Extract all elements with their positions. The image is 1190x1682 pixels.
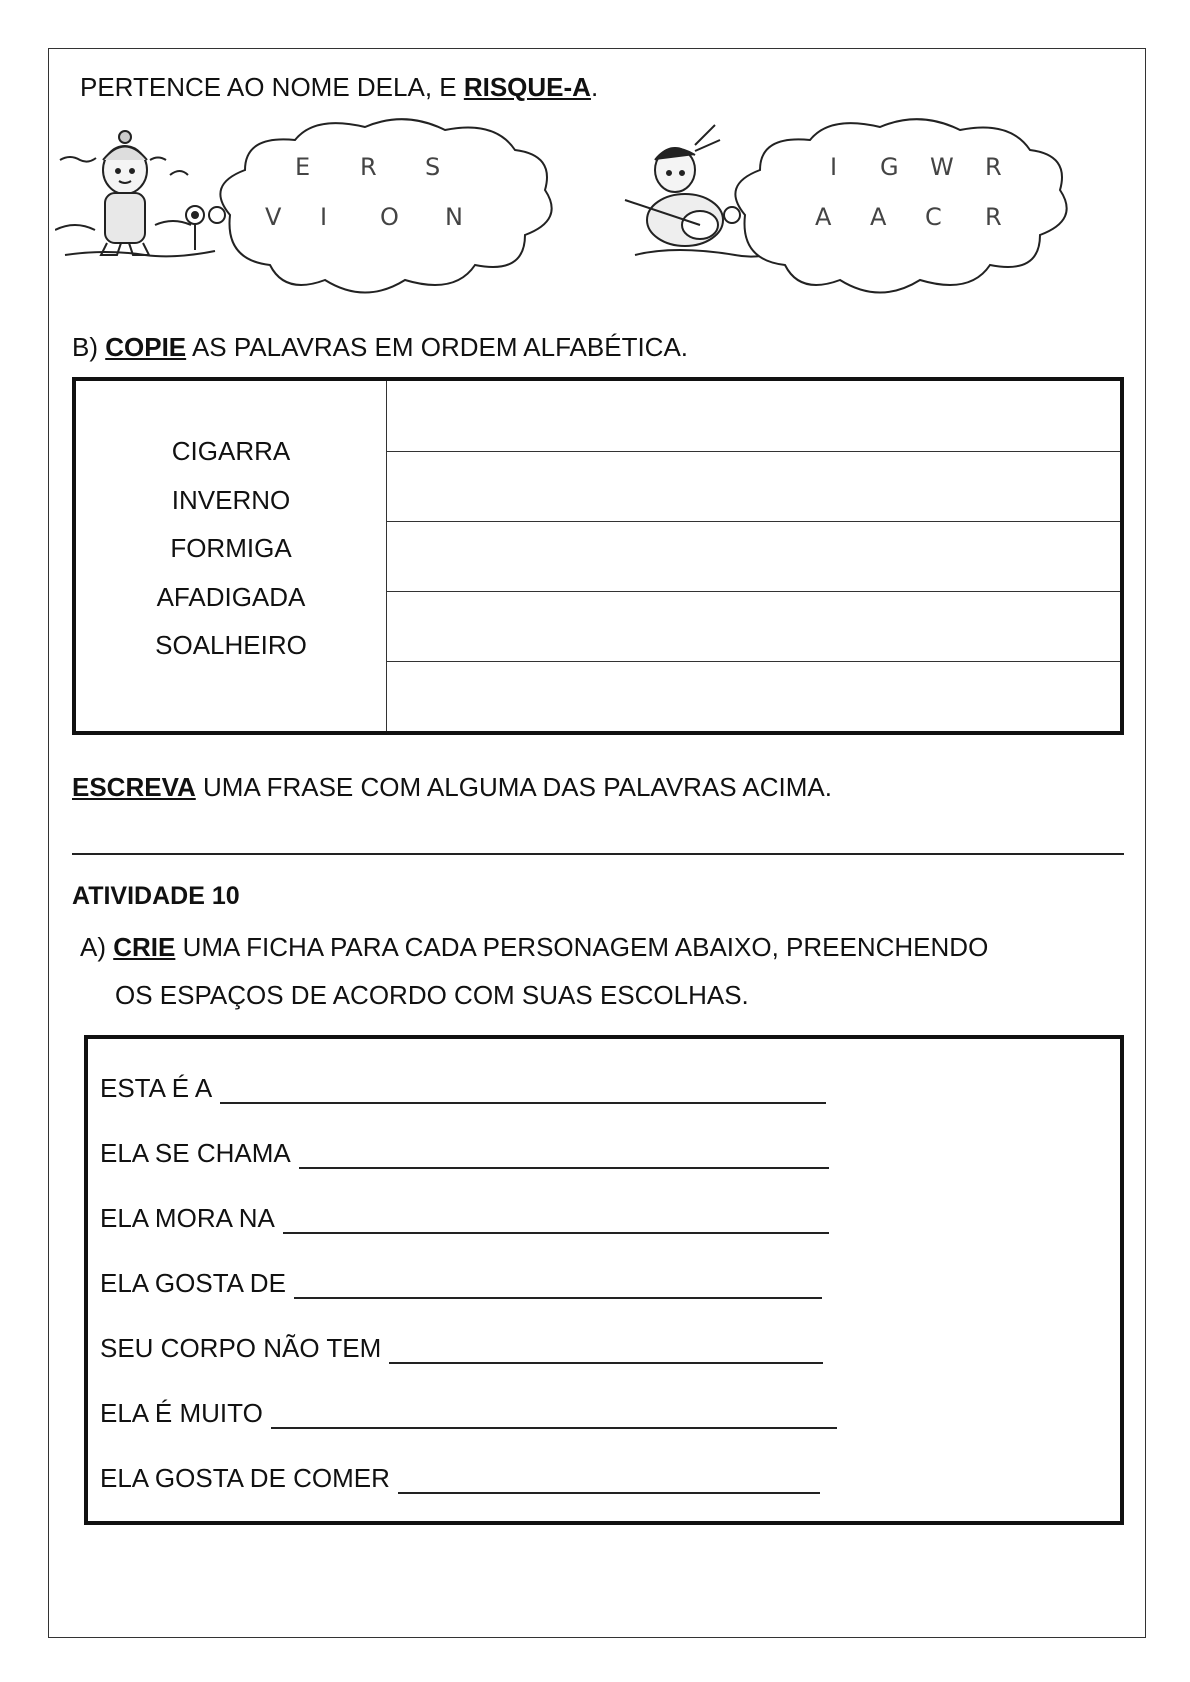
form-line — [100, 1073, 826, 1104]
cloud1-letter: E — [295, 153, 311, 181]
form-label: ELA É MUITO — [100, 1398, 263, 1428]
cloud1-letter: N — [445, 203, 463, 231]
section-a-action: CRIE — [113, 932, 176, 962]
illustration-row — [55, 115, 1135, 305]
cloud2-letter: I — [830, 153, 838, 181]
answer-line[interactable] — [386, 451, 1120, 452]
winter-child-illustration — [55, 131, 215, 256]
activity-title: ATIVIDADE 10 — [72, 882, 240, 910]
form-line — [100, 1463, 820, 1494]
section-b-rest: AS PALAVRAS EM ORDEM ALFABÉTICA. — [186, 332, 689, 362]
cloud1-letter: I — [320, 203, 328, 231]
cloud2-letter: A — [815, 203, 832, 231]
word-list-item: SOALHEIRO — [155, 630, 307, 660]
escreva-action: ESCREVA — [72, 772, 196, 802]
form-blank[interactable] — [271, 1403, 837, 1429]
cloud2-letter: A — [870, 203, 887, 231]
form-line — [100, 1268, 822, 1299]
form-label: ELA SE CHAMA — [100, 1138, 291, 1168]
form-blank[interactable] — [220, 1078, 826, 1104]
header-suffix: . — [590, 72, 599, 102]
word-list-item: AFADIGADA — [156, 581, 306, 612]
header-action: RISQUE-A — [463, 72, 591, 102]
form-line — [100, 1138, 829, 1169]
section-a-prefix: A) — [80, 932, 114, 962]
form-line — [100, 1333, 823, 1364]
cloud1-letter: O — [380, 203, 399, 231]
form-blank[interactable] — [299, 1143, 829, 1169]
cloud1-letter: S — [425, 153, 441, 181]
header-prefix: PERTENCE AO NOME DELA, E — [80, 72, 464, 102]
cloud2-letter: R — [985, 153, 1002, 181]
section-b-prefix: B) — [72, 332, 106, 362]
word-list-item: INVERNO — [171, 484, 291, 515]
form-blank[interactable] — [283, 1208, 829, 1234]
form-blank[interactable] — [398, 1468, 820, 1494]
table-divider — [386, 381, 387, 731]
form-label: ELA GOSTA DE — [100, 1268, 286, 1298]
section-b-instruction — [72, 332, 688, 363]
answer-line[interactable] — [386, 661, 1120, 662]
form-label: ESTA É A — [100, 1073, 213, 1103]
section-a-line1: UMA FICHA PARA CADA PERSONAGEM ABAIXO, PREENCHENDO — [175, 932, 989, 962]
word-list-item: FORMIGA — [170, 533, 292, 563]
cloud2-letter: C — [925, 203, 942, 231]
word-list — [76, 427, 386, 670]
form-blank[interactable] — [294, 1273, 822, 1299]
character-form-box — [84, 1035, 1124, 1525]
cloud1-letter: R — [360, 153, 377, 181]
escreva-instruction — [72, 772, 832, 803]
letter-cloud-1 — [209, 119, 552, 292]
section-a-line2: OS ESPAÇOS DE ACORDO COM SUAS ESCOLHAS. — [115, 980, 749, 1010]
cloud2-letter: G — [880, 153, 899, 181]
alphabetical-order-table — [72, 377, 1124, 735]
form-blank[interactable] — [389, 1338, 823, 1364]
form-label: ELA GOSTA DE COMER — [100, 1463, 390, 1493]
cloud2-letter: W — [930, 153, 954, 181]
letter-cloud-2 — [724, 119, 1067, 292]
cloud1-letter: V — [265, 203, 282, 231]
section-b-action: COPIE — [105, 332, 187, 362]
escreva-rest: UMA FRASE COM ALGUMA DAS PALAVRAS ACIMA. — [195, 772, 832, 802]
instruction-header — [80, 72, 598, 103]
section-a-instruction — [80, 932, 988, 963]
answer-line[interactable] — [386, 591, 1120, 592]
form-line — [100, 1203, 829, 1234]
cloud2-letter: R — [985, 203, 1002, 231]
form-label: ELA MORA NA — [100, 1203, 275, 1233]
word-list-item: CIGARRA — [171, 436, 291, 466]
answer-line[interactable] — [386, 521, 1120, 522]
sentence-answer-line[interactable] — [72, 853, 1124, 855]
form-line — [100, 1398, 837, 1429]
form-label: SEU CORPO NÃO TEM — [100, 1333, 382, 1363]
